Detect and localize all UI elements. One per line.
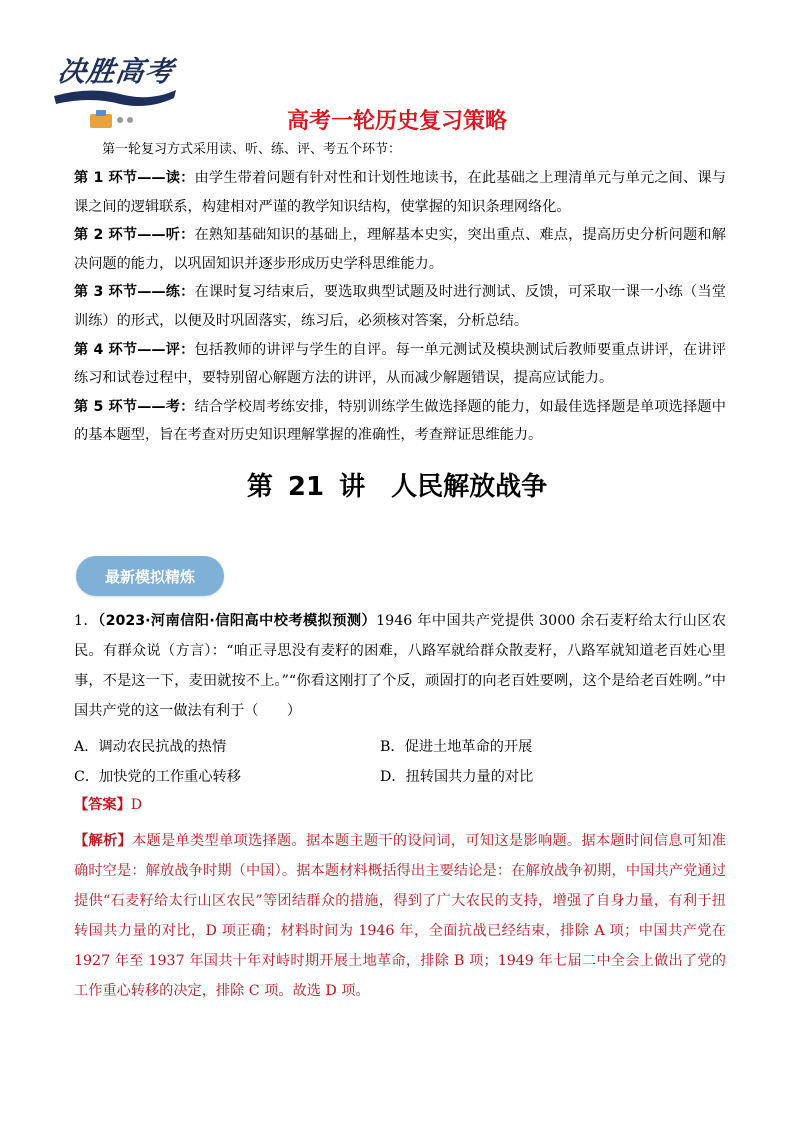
option-text: 调动农民抗战的热情 xyxy=(98,739,227,755)
analysis-text: 本题是单类型单项选择题。据本题主题干的设问词，可知这是影响题。据本题时间信息可知准确时空是：解放战争时期（中国）。据本题材料概括得出主要结论是：在解放战争初期，中国共产党通过提供“石麦籽给太行山区农民”等团结群众的措施，得到了广大农民的支持，增强了自身力量，有利于扭转国共力量的对比，D 项正确；材料时间为 1946 年，全面抗战已经结束，排除 A 项；中国共产党在 1927 年至 1937 年国共十年对峙时期开展土地革命，排除 B 项；1949 年七届二中全会上做出了党的工作重心转移的决定，排除 C 项。故选 D 项。 xyxy=(74,833,726,999)
answer-value: D xyxy=(130,797,143,813)
steps-list xyxy=(74,164,726,450)
step-text: 由学生带着问题有针对性和计划性地读书，在此基础之上理清单元与单元之间、课与课之间的逻辑联系，构建相对严谨的教学知识结构，使掌握的知识条理网络化。 xyxy=(74,170,726,215)
step-item xyxy=(74,164,726,221)
step-label: 第 4 环节——评： xyxy=(74,341,195,358)
question-text: 1946 年中国共产党提供 3000 余石麦籽给太行山区农民。有群众说（方言）：“咱正寻思没有麦籽的困难，八路军就给群众散麦籽，八路军就知道老百姓心里事，不是这一下，麦田就按不上。”“你看这刚打了个反，顽固打的向老百姓要咧，这个是给老百姓咧。”中国共产党的这一做法有利于（ ） xyxy=(74,613,727,719)
question-source: （2023·河南信阳·信阳高中校考模拟预测） xyxy=(98,613,377,629)
option-text: 加快党的工作重心转移 xyxy=(99,769,241,785)
answer-tag: 【答案】 xyxy=(74,797,131,813)
step-label: 第 3 环节——练： xyxy=(74,284,195,301)
analysis xyxy=(74,826,726,1006)
section-label: 最新模拟精炼 xyxy=(76,556,224,596)
question-number: 1． xyxy=(74,613,99,629)
option-c[interactable] xyxy=(74,762,380,792)
intro-text: 第一轮复习方式采用读、听、练、评、考五个环节： xyxy=(102,142,402,157)
step-label: 第 5 环节——考： xyxy=(74,398,195,415)
step-item xyxy=(74,221,726,278)
option-letter: C． xyxy=(74,769,100,785)
option-b[interactable] xyxy=(380,732,686,762)
question-stem xyxy=(74,606,726,726)
step-item xyxy=(74,336,726,393)
question xyxy=(74,606,726,726)
strategy-title: 高考一轮历史复习策略 xyxy=(286,109,507,134)
step-text: 结合学校周考练安排，特别训练学生做选择题的能力，如最佳选择题是单项选择题中的基本题型，旨在考查对历史知识理解掌握的准确性，考查辩证思维能力。 xyxy=(74,398,726,444)
option-letter: A． xyxy=(74,739,99,755)
logo-text: 决胜高考 xyxy=(55,55,177,88)
option-text: 扭转国共力量的对比 xyxy=(405,769,534,785)
option-d[interactable] xyxy=(380,762,686,792)
option-a[interactable] xyxy=(74,732,380,762)
step-text: 包括教师的讲评与学生的自评。每一单元测试及模块测试后教师要重点讲评，在讲评练习和试卷过程中，要特别留心解题方法的讲评，从而减少解题错误，提高应试能力。 xyxy=(74,341,726,387)
option-letter: B． xyxy=(380,739,405,755)
answer xyxy=(74,794,142,814)
options xyxy=(74,732,726,792)
analysis-tag: 【解析】 xyxy=(74,833,132,849)
option-letter: D． xyxy=(380,769,406,785)
step-label: 第 1 环节——读： xyxy=(74,170,195,186)
step-label: 第 2 环节——听： xyxy=(74,227,195,244)
step-item xyxy=(74,393,726,450)
option-text: 促进土地革命的开展 xyxy=(404,739,533,755)
lecture-title: 第 21 讲 人民解放战争 xyxy=(246,472,548,502)
step-text: 在熟知基础知识的基础上，理解基本史实，突出重点、难点，提高历史分析问题和解决问题的能力，以巩固知识并逐步形成历史学科思维能力。 xyxy=(74,227,726,272)
step-text: 在课时复习结束后，要选取典型试题及时进行测试、反馈，可采取一课一小练（当堂训练）的形式，以便及时巩固落实，练习后，必须核对答案，分析总结。 xyxy=(74,284,726,329)
step-item xyxy=(74,278,726,335)
